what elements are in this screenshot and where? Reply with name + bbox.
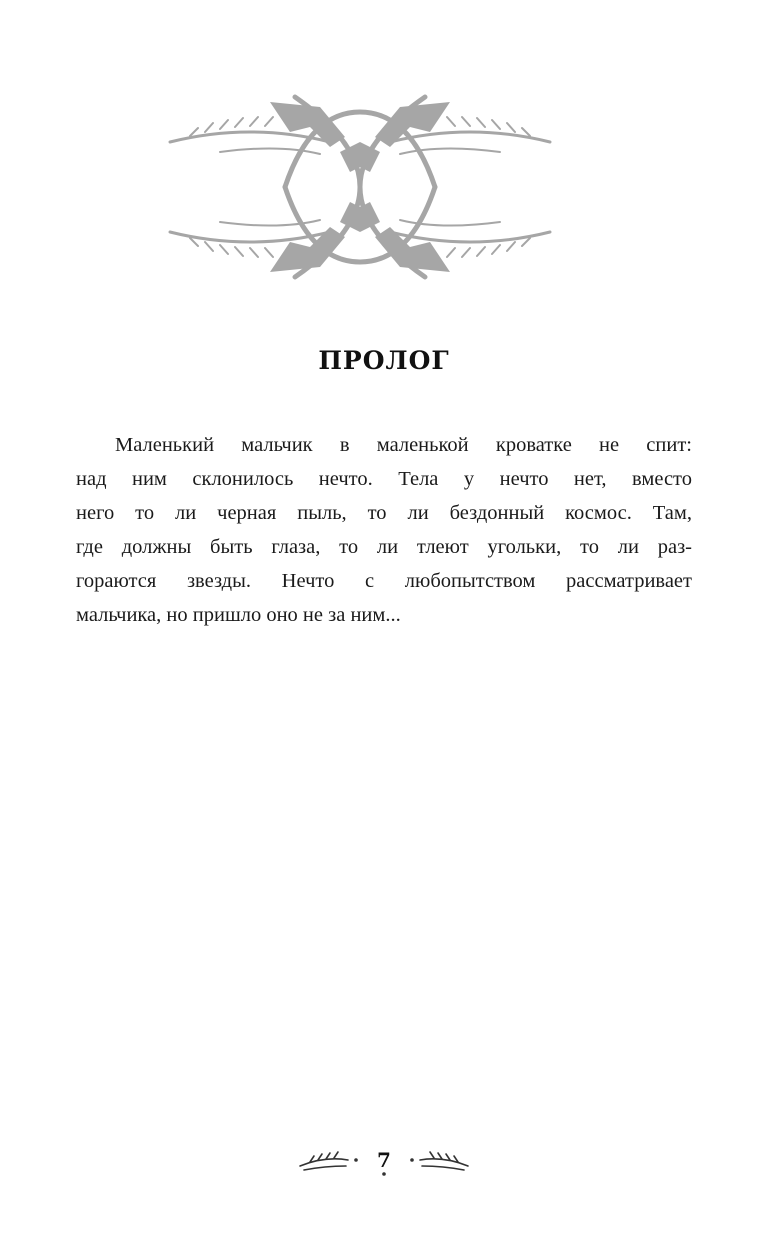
text-line: где должны быть глаза, то ли тлеют угольки, то ли раз- [76, 536, 692, 558]
text-line: Маленький мальчик в маленькой кроватке не спит: [115, 434, 692, 456]
text-line: него то ли черная пыль, то ли бездонный космос. Там, [76, 502, 692, 524]
decorative-ornament [160, 92, 560, 282]
chapter-body-paragraph [76, 428, 692, 632]
page-number: 7 [377, 1148, 391, 1172]
chapter-title: ПРОЛОГ [318, 346, 450, 375]
text-line: мальчика, но пришло оно не за ним... [76, 604, 401, 626]
text-line: гораются звезды. Нечто с любопытством рассматривает [76, 570, 692, 592]
text-line: над ним склонилось нечто. Тела у нечто нет, вместо [76, 468, 692, 490]
